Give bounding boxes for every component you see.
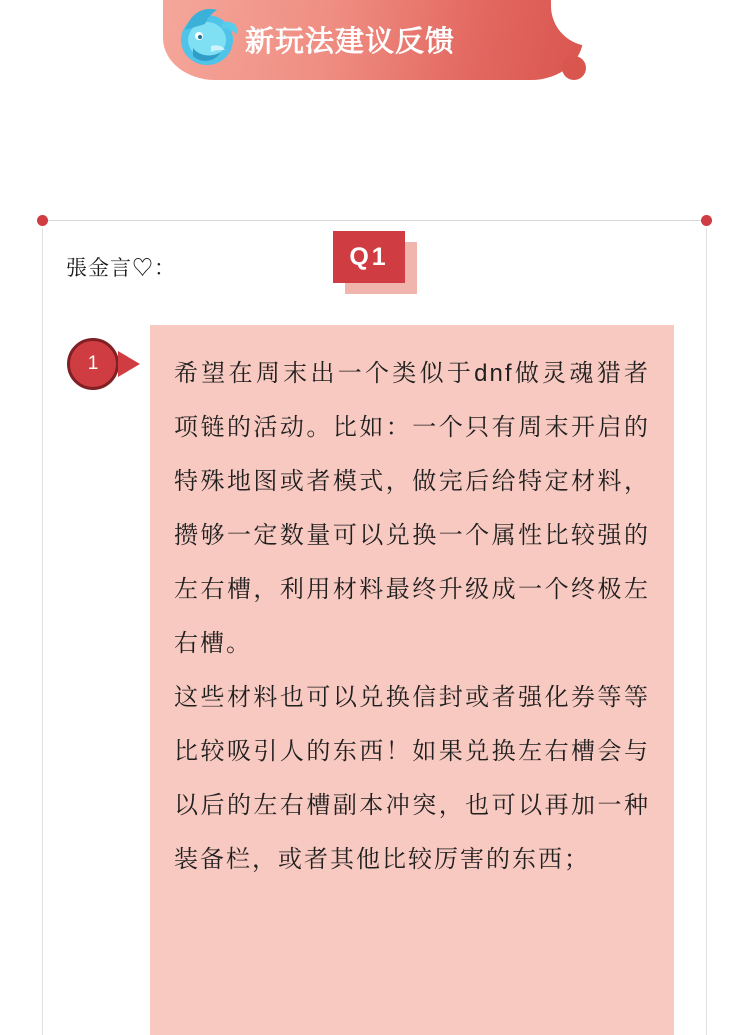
header-accent-dot (562, 56, 586, 80)
answer-bubble-pointer (118, 351, 140, 377)
question-tag-label: Q1 (333, 231, 405, 283)
answer-bubble (150, 325, 674, 1035)
answer-paragraph: 这些材料也可以兑换信封或者强化券等等比较吸引人的东西！如果兑换左右槽会与以后的左右槽副本冲突，也可以再加一种装备栏，或者其他比较厉害的东西； (174, 684, 650, 873)
answer-paragraph: 希望在周末出一个类似于dnf做灵魂猎者项链的活动。比如：一个只有周末开启的特殊地图或者模式，做完后给特定材料，攒够一定数量可以兑换一个属性比较强的左右槽，利用材料最终升级成一个终极左右槽。 (174, 360, 650, 657)
divider-dot-right (701, 215, 712, 226)
answer-index-badge: 1 (67, 338, 119, 390)
divider-dot-left (37, 215, 48, 226)
dragon-emblem-icon (171, 2, 243, 72)
content-rule-left (42, 228, 43, 1035)
divider (0, 213, 746, 229)
author-name: 張金言♡： (66, 257, 176, 280)
content-rule-right (706, 228, 707, 1035)
page-title: 新玩法建议反馈 (245, 26, 456, 58)
divider-line (46, 220, 706, 221)
page-header (0, 0, 746, 105)
